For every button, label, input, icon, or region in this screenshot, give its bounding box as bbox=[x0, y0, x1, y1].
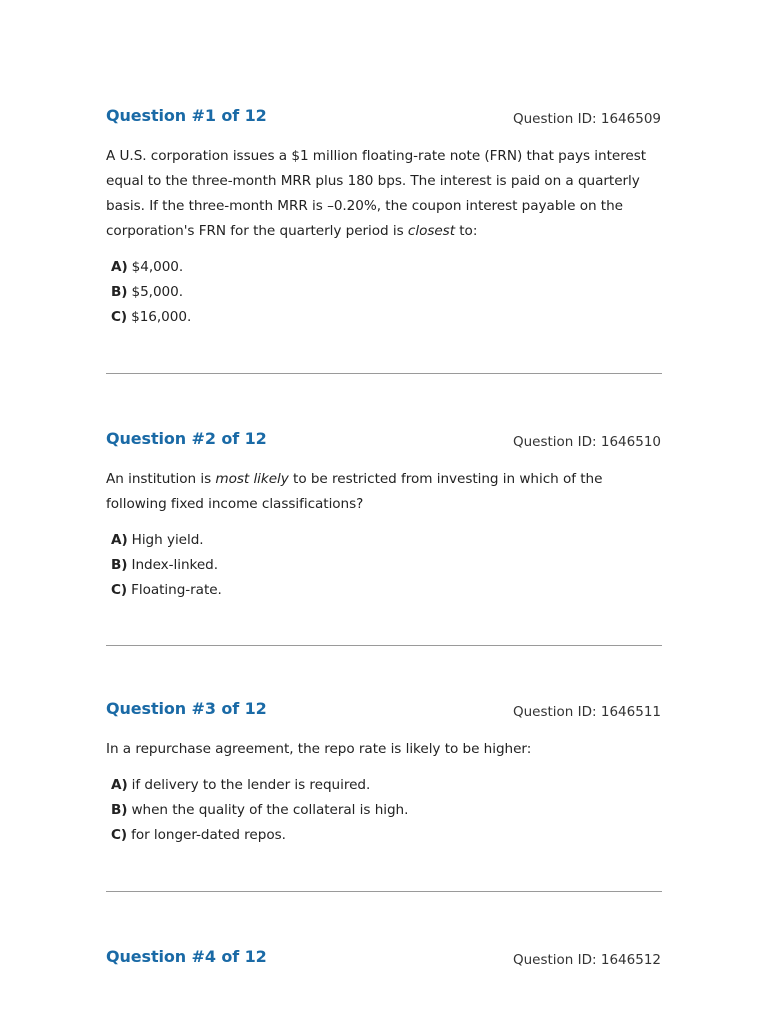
answer-text: when the quality of the collateral is high. bbox=[131, 802, 409, 818]
question-title: Question #2 of 12 bbox=[106, 429, 267, 448]
question-text-part: A U.S. corporation issues a $1 million floating-rate note (FRN) that pays interest equal to the three-month MRR plus 180 bps. The interest is paid on a quarterly basis. If the three-month MRR is –0.20%, the coupon interest payable on the corporation's FRN for the quarterly period is bbox=[106, 148, 647, 239]
answer-list bbox=[106, 528, 662, 603]
answer-text: $16,000. bbox=[131, 309, 192, 325]
answer-option-a[interactable] bbox=[111, 255, 662, 280]
question-text-emphasis: closest bbox=[407, 223, 455, 239]
answer-letter: C) bbox=[111, 309, 128, 325]
question-text-part: An institution is bbox=[106, 471, 216, 487]
question-text bbox=[106, 459, 662, 517]
answer-option-b[interactable] bbox=[111, 553, 662, 578]
question-id: Question ID: 1646512 bbox=[512, 952, 661, 968]
answer-text: $5,000. bbox=[131, 284, 184, 300]
question-text-emphasis: most likely bbox=[215, 471, 289, 487]
answer-option-a[interactable] bbox=[111, 528, 662, 553]
question-text bbox=[106, 136, 662, 244]
question-block-2 bbox=[106, 429, 662, 603]
answer-text: Floating-rate. bbox=[131, 582, 222, 598]
answer-text: for longer-dated repos. bbox=[131, 827, 286, 843]
question-id: Question ID: 1646510 bbox=[512, 434, 661, 450]
question-header bbox=[106, 699, 662, 729]
question-divider bbox=[106, 373, 662, 374]
answer-letter: C) bbox=[111, 582, 128, 598]
question-header bbox=[106, 429, 662, 459]
answer-letter: A) bbox=[111, 259, 128, 275]
question-header bbox=[106, 947, 662, 977]
answer-option-b[interactable] bbox=[111, 280, 662, 305]
answer-option-b[interactable] bbox=[111, 798, 662, 823]
question-divider bbox=[106, 891, 662, 892]
question-title: Question #4 of 12 bbox=[106, 947, 267, 966]
question-id: Question ID: 1646509 bbox=[512, 111, 661, 127]
answer-option-c[interactable] bbox=[111, 823, 662, 848]
answer-letter: B) bbox=[111, 284, 128, 300]
answer-letter: A) bbox=[111, 777, 128, 793]
answer-option-c[interactable] bbox=[111, 578, 662, 603]
answer-text: Index-linked. bbox=[131, 557, 219, 573]
answer-list bbox=[106, 773, 662, 848]
answer-letter: B) bbox=[111, 557, 128, 573]
answer-text: $4,000. bbox=[131, 259, 184, 275]
question-title: Question #1 of 12 bbox=[106, 106, 267, 125]
question-text-part: to be restricted from investing in which of the following fixed income classifications? bbox=[106, 471, 603, 512]
question-text-part: to: bbox=[455, 223, 478, 239]
question-text bbox=[106, 729, 662, 762]
answer-text: if delivery to the lender is required. bbox=[131, 777, 371, 793]
answer-letter: C) bbox=[111, 827, 128, 843]
answer-option-a[interactable] bbox=[111, 773, 662, 798]
question-title: Question #3 of 12 bbox=[106, 699, 267, 718]
question-divider bbox=[106, 645, 662, 646]
question-header bbox=[106, 106, 662, 136]
answer-letter: A) bbox=[111, 532, 128, 548]
answer-text: High yield. bbox=[131, 532, 204, 548]
answer-letter: B) bbox=[111, 802, 128, 818]
answer-option-c[interactable] bbox=[111, 305, 662, 330]
question-text-part: In a repurchase agreement, the repo rate is likely to be higher: bbox=[106, 741, 532, 757]
question-id: Question ID: 1646511 bbox=[512, 704, 661, 720]
question-block-4 bbox=[106, 947, 662, 977]
question-block-1 bbox=[106, 106, 662, 330]
question-block-3 bbox=[106, 699, 662, 848]
answer-list bbox=[106, 255, 662, 330]
